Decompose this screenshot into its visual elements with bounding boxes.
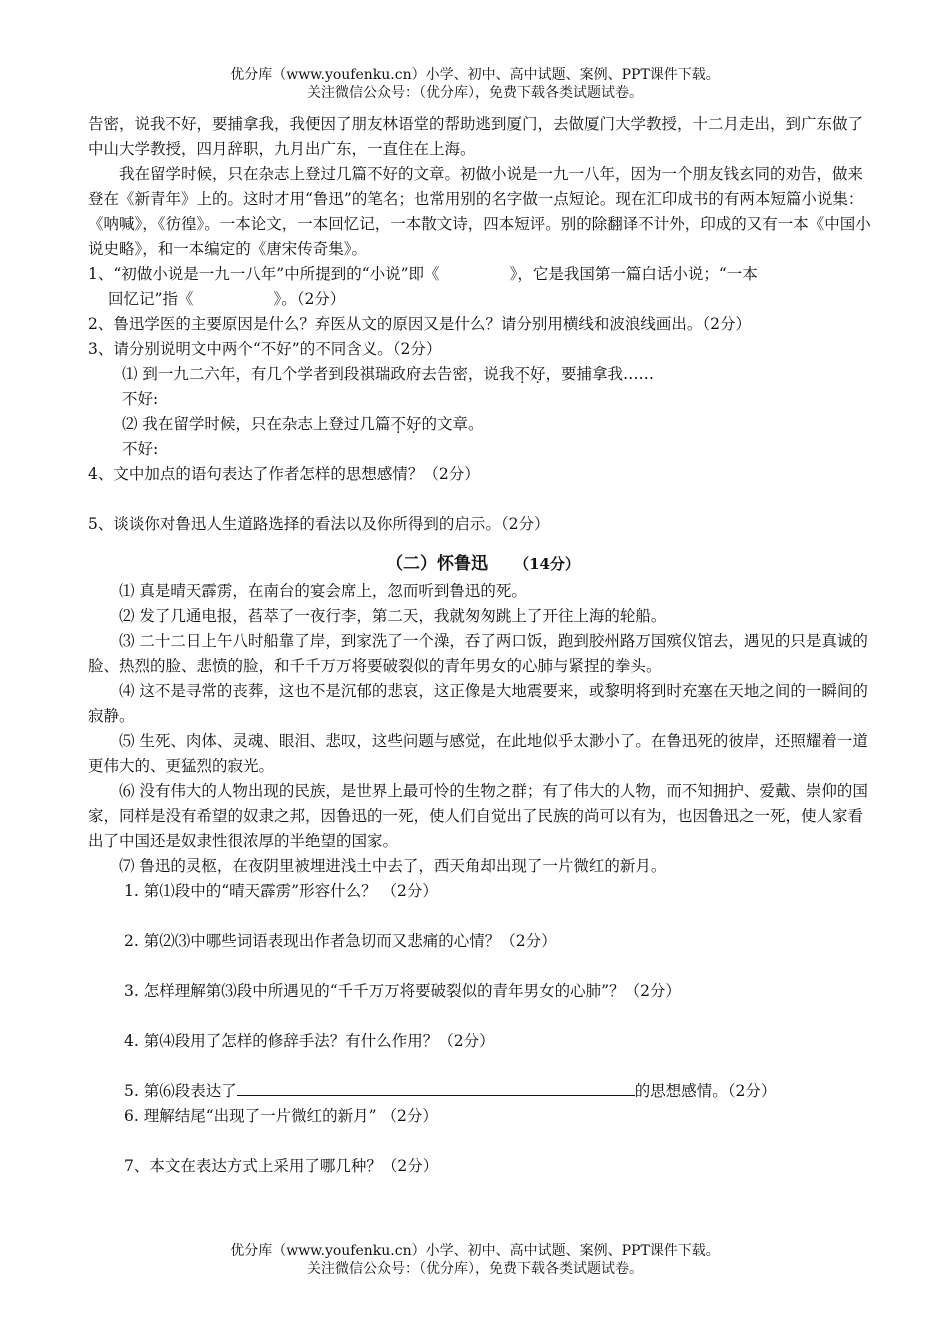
section2-paragraph-4: ⑷ 这不是寻常的丧葬，这也不是沉郁的悲哀，这正像是大地震要来，或黎明将到时充塞在天地之间的一瞬间的寂静。 (88, 682, 868, 725)
page-footer (0, 1242, 950, 1278)
question-5: 5、谈谈你对鲁迅人生道路选择的看法以及你所得到的启示。（2分） (88, 515, 550, 533)
question-1-part-d: 》。（2分） (273, 290, 346, 308)
section2-paragraph-1: ⑴ 真是晴天霹雳，在南台的宴会席上，忽而听到鲁迅的死。 (119, 582, 527, 600)
question-4: 4、文中加点的语句表达了作者怎样的思想感情？（2分） (88, 465, 480, 483)
section-2-title (88, 551, 878, 577)
answer-space (88, 487, 878, 512)
question-1 (88, 262, 878, 287)
passage1-paragraph-2: 我在留学时候，只在杂志上登过几篇不好的文章。初做小说是一九一八年，因为一个朋友钱玄同的劝告，做来登在《新青年》上的。这时才用“鲁迅”的笔名；也常用别的名字做一点短论。现在汇印成书的有两本短篇小说集：《呐喊》，《彷徨》。一本论文，一本回忆记，一本散文诗，四本短评。别的除翻译不计外，印成的又有一本《中国小说史略》，和一本编定的《唐宋传奇集》。 (88, 165, 871, 258)
answer-label-1: 不好: (122, 390, 159, 408)
footer-line-2: 关注微信公众号：（优分库），免费下载各类试题试卷。 (307, 1261, 643, 1277)
answer-space (88, 904, 878, 929)
section2-question-3: 3. 怎样理解第⑶段中所遇见的“千千万万将要破裂似的青年男女的心肺”？（2分） (124, 982, 681, 1000)
section-points: （14分） (514, 555, 580, 573)
question-1-part-a: 1、“初做小说是一九一八年”中所提到的“小说”即《 (88, 265, 440, 283)
passage1-paragraph-1: 告密，说我不好，要捕拿我，我便因了朋友林语堂的帮助逃到厦门，去做厦门大学教授，十二月走出，到广东做了中山大学教授，四月辞职，九月出广东，一直住在上海。 (88, 115, 864, 158)
question-3-item-2 (88, 412, 878, 437)
document-body (88, 112, 878, 1179)
section2-question-7: 7、本文在表达方式上采用了哪几种？（2分） (124, 1157, 439, 1175)
section2-question-2: 2. 第⑵⑶中哪些词语表现出作者急切而又悲痛的心情？（2分） (124, 932, 557, 950)
header-line-2: 关注微信公众号：（优分库），免费下载各类试题试卷。 (307, 85, 643, 101)
question-3-item-1 (88, 362, 878, 387)
section2-question-4: 4. 第⑷段用了怎样的修辞手法？有什么作用？（2分） (124, 1032, 495, 1050)
section2-question-1: 1. 第⑴段中的“晴天霹雳”形容什么？ （2分） (124, 882, 438, 900)
answer-label-2: 不好: (122, 440, 159, 458)
question-text: 5. 第⑹段表达了 (124, 1082, 237, 1100)
section2-question-6: 6. 理解结尾“出现了一片微红的新月” （2分） (124, 1107, 438, 1125)
header-line-1: 优分库（www.youfenku.cn）小学、初中、高中试题、案例、PPT课件下载。 (230, 67, 720, 83)
section2-paragraph-5: ⑸ 生死、肉体、灵魂、眼泪、悲叹，这些问题与感觉，在此地似乎太渺小了。在鲁迅死的彼岸，还照耀着一道更伟大的、更猛烈的寂光。 (88, 732, 868, 775)
dotted-char: 好 (405, 415, 422, 433)
page-header (0, 66, 950, 102)
answer-space (88, 1129, 878, 1154)
dotted-char: 好 (529, 365, 546, 383)
dotted-char: 不 (390, 415, 406, 433)
footer-line-1: 优分库（www.youfenku.cn）小学、初中、高中试题、案例、PPT课件下载。 (230, 1243, 720, 1259)
section2-question-5 (88, 1079, 878, 1104)
section2-paragraph-2: ⑵ 发了几通电报，萏萃了一夜行李，第二天，我就匆匆跳上了开往上海的轮船。 (119, 607, 667, 625)
answer-space (88, 1004, 878, 1029)
section2-paragraph-6: ⑹ 没有伟大的人物出现的民族，是世界上最可怜的生物之群；有了伟大的人物，而不知拥护、爱戴、崇仰的国家，同样是没有希望的奴隶之邦，因鲁迅的一死，使人们自觉出了民族的尚可以有为，也因鲁迅之一死，使人家看出了中国还是奴隶性很浓厚的半绝望的国家。 (88, 782, 868, 850)
question-text: 的思想感情。（2分） (634, 1082, 777, 1100)
answer-space (88, 1054, 878, 1079)
answer-space (88, 954, 878, 979)
question-2: 2、鲁迅学医的主要原因是什么？弃医从文的原因又是什么？请分别用横线和波浪线画出。（2分） (88, 315, 751, 333)
question-1-part-b: 》，它是我国第一篇白话小说；“一本 (509, 265, 758, 283)
item-text: ⑴ 到一九二六年，有几个学者到段祺瑞政府去告密，说我 (122, 365, 515, 383)
question-1-continued (88, 287, 878, 312)
item-text: ，要捕拿我…… (545, 365, 654, 383)
section2-paragraph-3: ⑶ 二十二日上午八时船靠了岸，到家洗了一个澡，吞了两口饭，跑到胶州路万国殡仪馆去，遇见的只是真诚的脸、热烈的脸、悲愤的脸，和千千万万将要破裂似的青年男女的心肺与紧捏的拳头。 (88, 632, 868, 675)
question-1-part-c: 回忆记”指《 (108, 290, 194, 308)
question-3: 3、请分别说明文中两个“不好”的不同含义。（2分） (88, 340, 442, 358)
section2-paragraph-7: ⑺ 鲁迅的灵柩，在夜阴里被埋进浅土中去了，西天角却出现了一片微红的新月。 (119, 857, 667, 875)
item-text: 的文章。 (421, 415, 484, 433)
answer-underline[interactable] (237, 1079, 635, 1096)
dotted-char: 不 (514, 365, 530, 383)
item-text: ⑵ 我在留学时候，只在杂志上登过几篇 (122, 415, 391, 433)
section-title-text: （二）怀鲁迅 (386, 554, 489, 574)
